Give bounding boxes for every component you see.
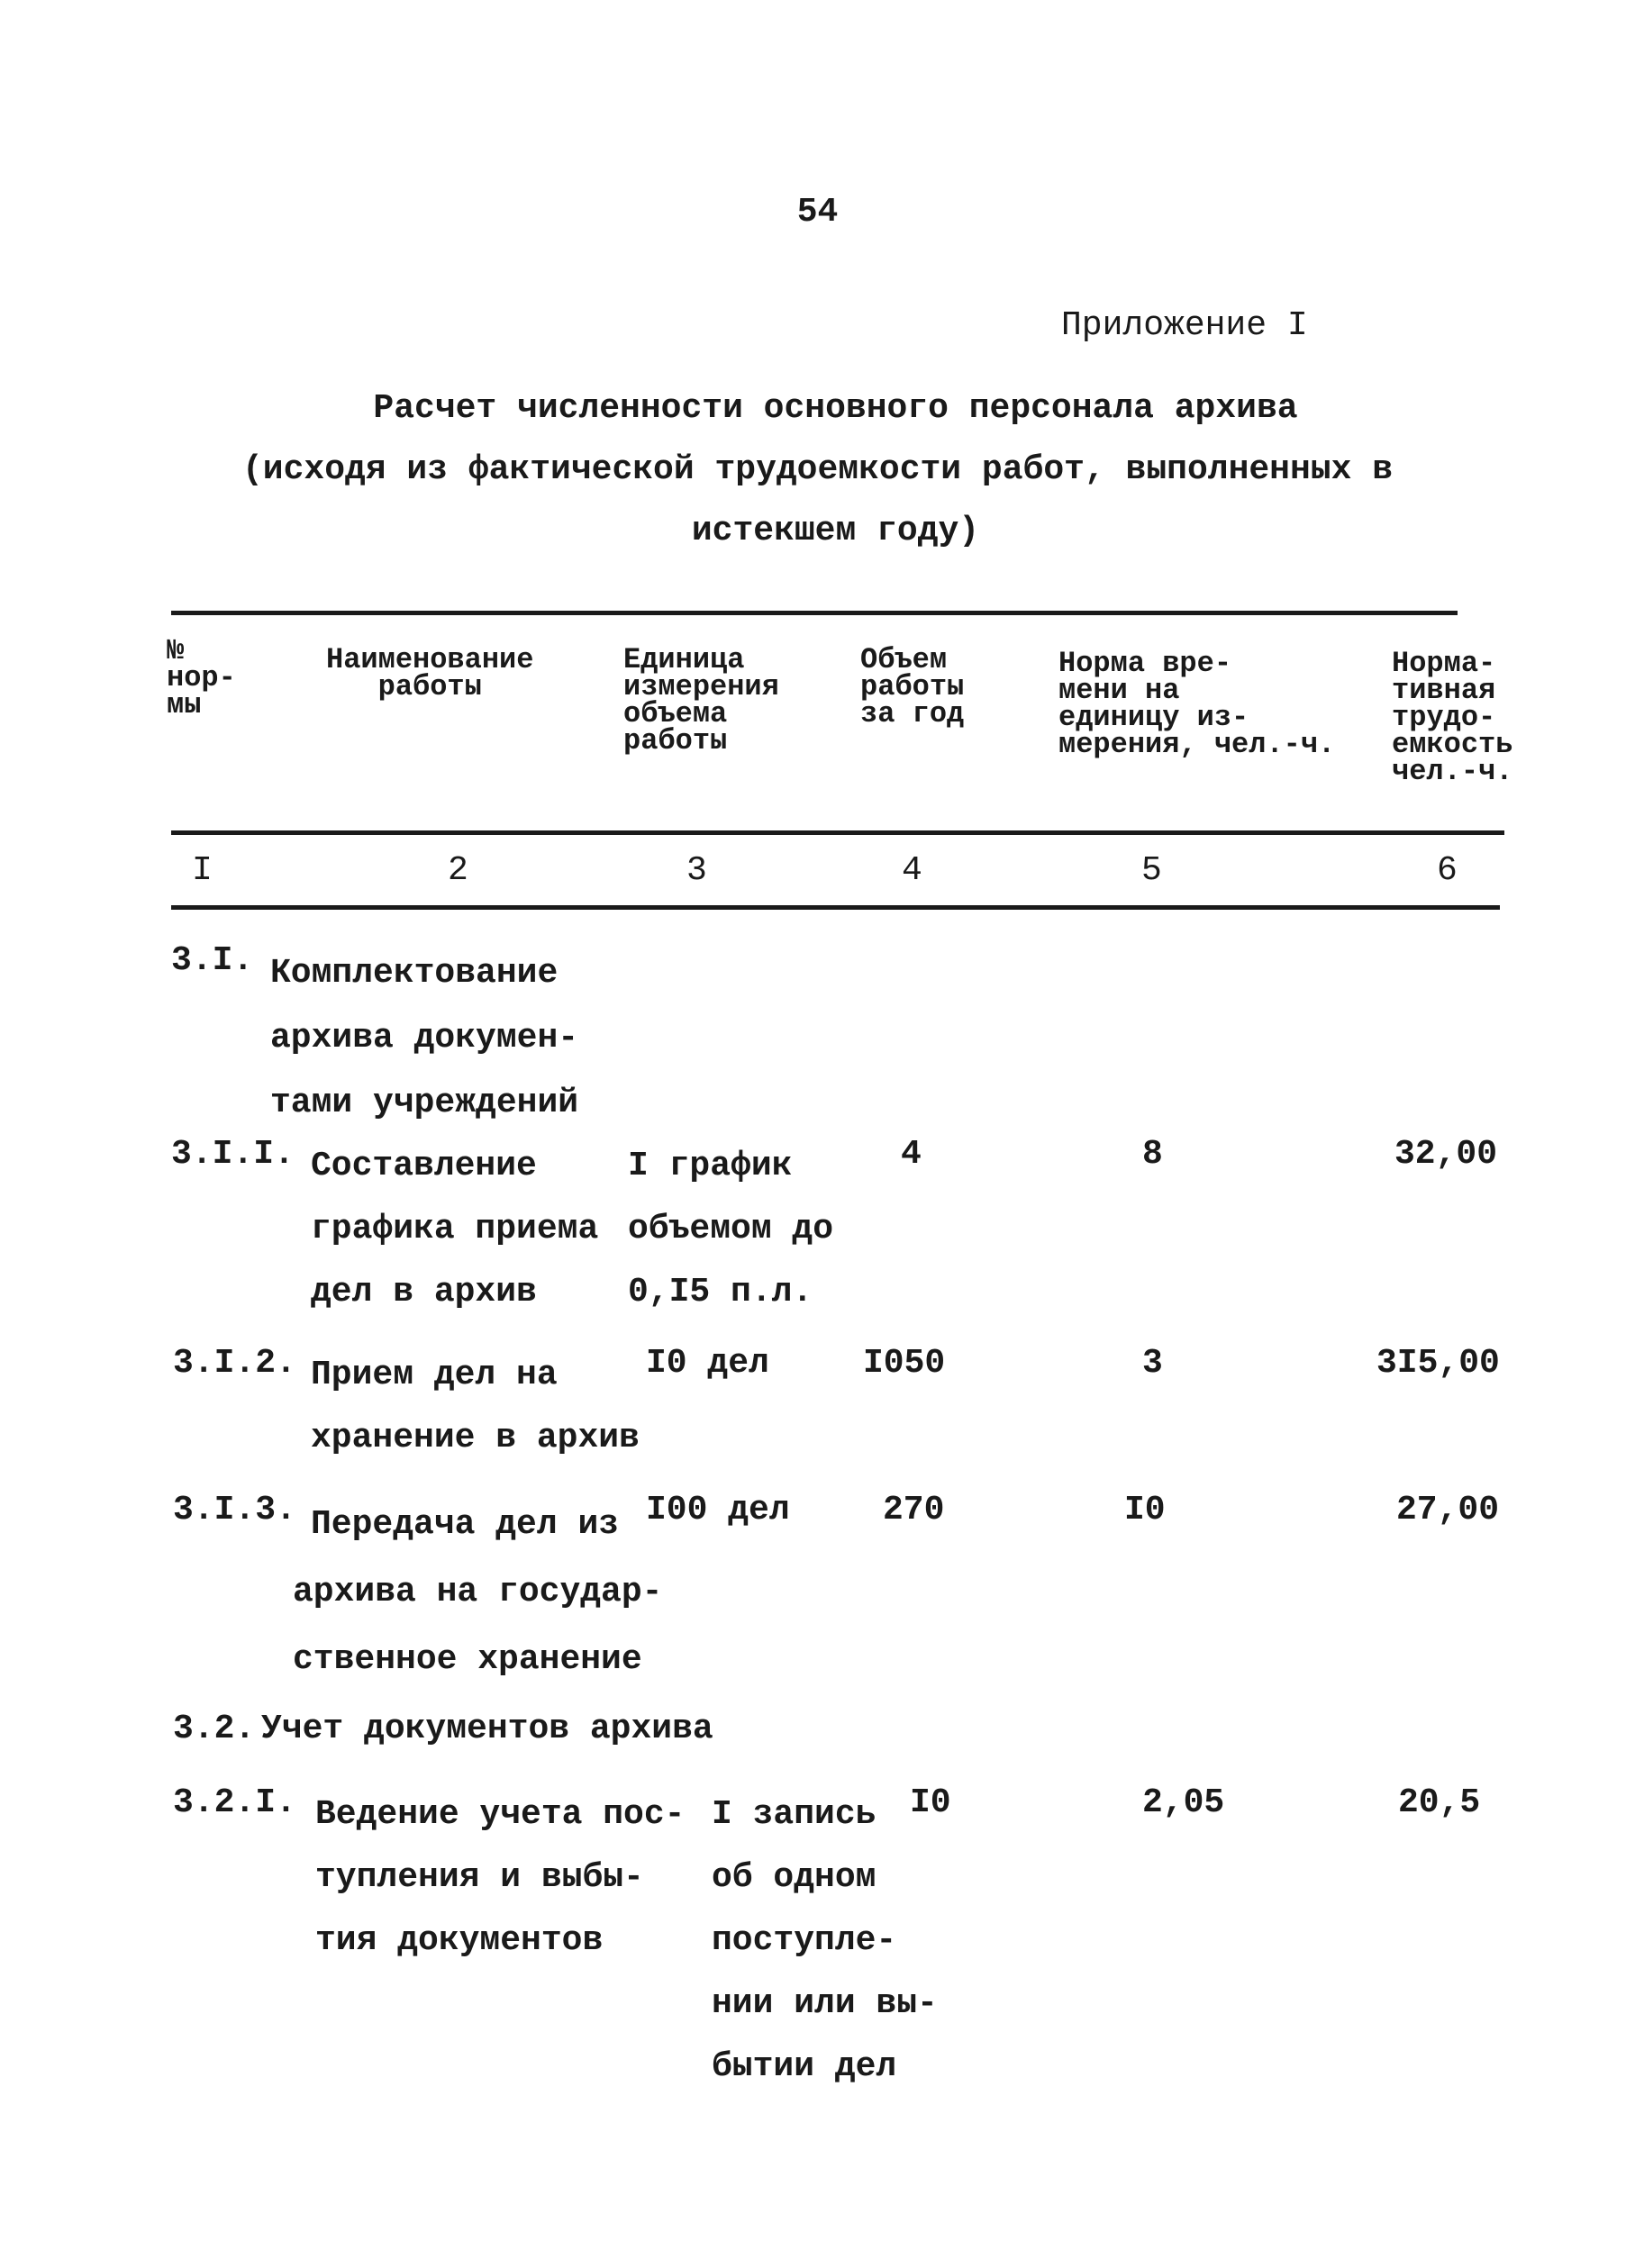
row-normative-labor: 3I5,00 xyxy=(1376,1344,1500,1383)
table-header-rule xyxy=(171,830,1504,835)
row-normative-labor: 32,00 xyxy=(1394,1135,1498,1174)
row-unit: I0 дел xyxy=(646,1344,769,1383)
row-volume: I0 xyxy=(910,1783,951,1822)
header-normative-labor: Норма- тивная трудо- емкость чел.-ч. xyxy=(1392,647,1513,788)
row-number: 3.2. xyxy=(173,1710,256,1748)
document-title-line-3: истекшем году) xyxy=(691,512,980,550)
row-unit: I график объемом до 0,I5 п.л. xyxy=(628,1147,834,1311)
page-number: 54 xyxy=(796,193,839,231)
header-norm-number: № нор- мы xyxy=(167,634,236,721)
row-time-norm: 3 xyxy=(1142,1344,1163,1383)
row-number: 3.2.I. xyxy=(173,1783,296,1822)
row-normative-labor: 20,5 xyxy=(1398,1783,1481,1822)
appendix-label: Приложение I xyxy=(1061,306,1308,345)
row-normative-labor: 27,00 xyxy=(1396,1491,1500,1529)
column-number-5: 5 xyxy=(1141,851,1162,890)
document-title-line-2: (исходя из фактической трудоемкости работ, выполненных в xyxy=(241,450,1393,489)
column-number-1: I xyxy=(192,851,213,890)
row-work-name: Ведение учета пос- тупления и выбы- тия документов xyxy=(315,1795,686,1960)
row-volume: I050 xyxy=(863,1344,946,1383)
row-work-name: Учет документов архива xyxy=(261,1710,713,1748)
row-work-name: Комплектование архива докумен- тами учреждений xyxy=(270,954,579,1122)
header-time-norm: Норма вре- мени на единицу из- мерения, чел.-ч. xyxy=(1058,647,1336,761)
row-number: 3.I.3. xyxy=(173,1491,296,1529)
row-volume: 270 xyxy=(883,1491,945,1529)
column-number-6: 6 xyxy=(1437,851,1458,890)
table-top-rule xyxy=(171,611,1458,615)
row-time-norm: 8 xyxy=(1142,1135,1163,1174)
row-number: 3.I. xyxy=(171,941,254,980)
header-unit: Единица измерения объема работы xyxy=(623,643,779,758)
row-number: 3.I.2. xyxy=(173,1344,296,1383)
column-number-3: 3 xyxy=(686,851,707,890)
header-work-name: Наименование работы xyxy=(326,643,534,703)
row-time-norm: I0 xyxy=(1124,1491,1166,1529)
row-number: 3.I.I. xyxy=(171,1135,295,1174)
row-volume: 4 xyxy=(901,1135,922,1174)
column-number-4: 4 xyxy=(902,851,922,890)
row-unit: I запись об одном поступле- нии или вы- бытии дел xyxy=(712,1795,938,2086)
table-column-numbers-rule xyxy=(171,905,1500,910)
document-title-line-1: Расчет численности основного персонала архива xyxy=(373,389,1298,428)
row-work-name: Прием дел на хранение в архив xyxy=(311,1356,640,1457)
column-number-2: 2 xyxy=(448,851,468,890)
row-work-name: Передача дел из архива на государ- ственное хранение xyxy=(293,1505,663,1679)
row-work-name: Составление графика приема дел в архив xyxy=(311,1147,599,1311)
row-unit: I00 дел xyxy=(646,1491,790,1529)
row-time-norm: 2,05 xyxy=(1142,1783,1225,1822)
header-volume: Объем работы за год xyxy=(860,643,965,730)
